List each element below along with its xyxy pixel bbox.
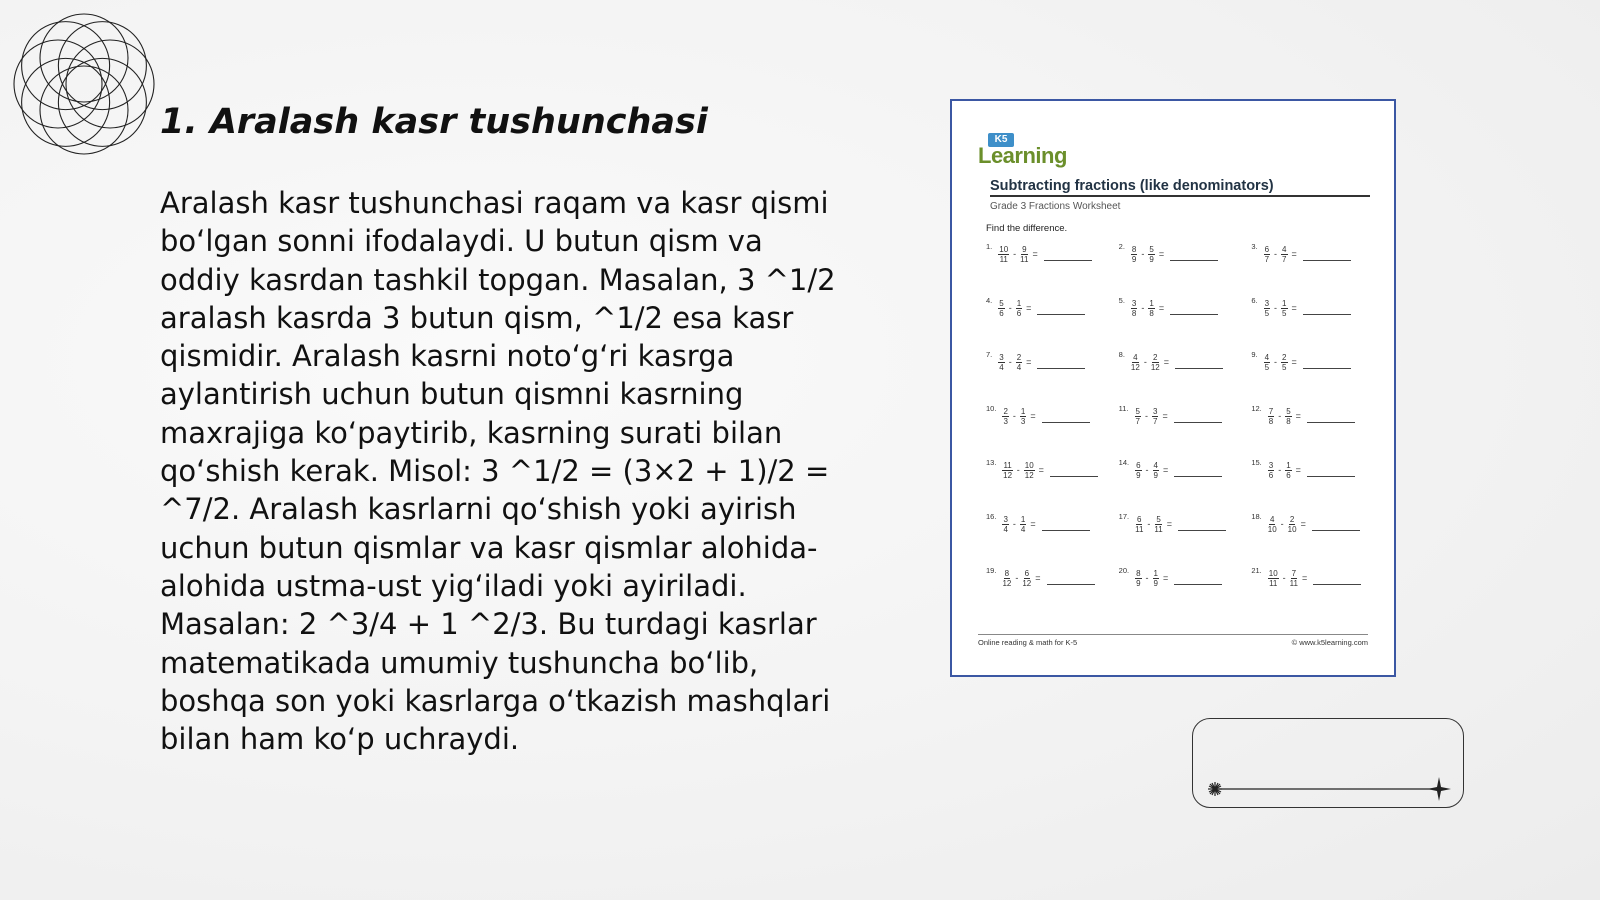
numerator: 4 — [1282, 244, 1287, 254]
body-paragraph: Aralash kasr tushunchasi raqam va kasr qismi bo‘lgan sonni ifodalaydi. U butun qism va oddiy kasrdan tashkil topgan. Masalan, 3 ^1/2 aralash kasrda 3 butun qism, ^1/2 esa kasr qismidir. Aralash kasrni noto‘g‘ri kasrga aylantirish uchun butun qismni kasrning maxrajiga ko‘paytirib, kasrning surati bilan qo‘shish kerak. Misol: 3 ^1/2 = (3×2 + 1)/2 = ^7/2. Aralash kasrlarni qo‘shish yoki ayirish uchun butun qismlar va kasr qismlar alohida-alohida ustma-ust yig‘iladi yoki ayiriladi. Masalan: 2 ^3/4 + 1 ^2/3. Bu turdagi kasrlar matematikada umumiy tushuncha bo‘lib, boshqa son yoki kasrlarga o‘tkazish mashqlari bilan ham ko‘p uchraydi. — [160, 186, 836, 757]
denominator: 11 — [1020, 254, 1029, 264]
fraction — [1285, 461, 1291, 480]
numerator: 3 — [1264, 298, 1270, 308]
numerator: 5 — [999, 298, 1004, 308]
worksheet-problem — [1119, 563, 1244, 593]
fraction — [1153, 461, 1159, 480]
answer-blank — [1174, 572, 1222, 585]
fraction — [1264, 353, 1270, 372]
equals-sign: = — [1166, 519, 1172, 529]
fraction — [1148, 245, 1154, 264]
problem-grid — [986, 239, 1376, 617]
equals-sign: = — [1035, 573, 1041, 583]
fraction — [1152, 407, 1158, 426]
answer-blank — [1178, 518, 1226, 531]
denominator: 7 — [1282, 254, 1287, 264]
problem-number: 19. — [986, 566, 997, 575]
k5-learning-logo — [978, 133, 1068, 173]
fraction — [1154, 515, 1162, 534]
denominator: 12 — [1003, 470, 1013, 480]
equals-sign: = — [1158, 249, 1165, 259]
fraction — [998, 299, 1004, 318]
worksheet-problem — [1119, 455, 1244, 485]
numerator: 8 — [1004, 568, 1010, 578]
worksheet-problem — [986, 239, 1111, 269]
problem-number: 20. — [1118, 566, 1130, 575]
logo-badge: K5 — [988, 133, 1014, 147]
worksheet-problem — [1119, 347, 1244, 377]
denominator: 4 — [1003, 524, 1008, 534]
fraction — [1151, 353, 1160, 372]
answer-blank — [1170, 302, 1218, 315]
worksheet-problem — [986, 401, 1111, 431]
denominator: 9 — [1131, 254, 1137, 264]
minus-sign: - — [1282, 573, 1286, 583]
problem-number: 12. — [1251, 404, 1262, 413]
worksheet-problem — [1251, 509, 1376, 539]
denominator: 11 — [1269, 578, 1278, 588]
equals-sign: = — [1032, 249, 1038, 259]
fraction — [1264, 299, 1270, 318]
numerator: 3 — [1003, 514, 1008, 524]
numerator: 6 — [1024, 568, 1030, 578]
answer-blank — [1307, 410, 1355, 423]
numerator: 1 — [1286, 460, 1291, 470]
minus-sign: - — [1278, 411, 1282, 421]
worksheet-instruction: Find the difference. — [986, 223, 1068, 234]
equals-sign: = — [1030, 519, 1036, 529]
answer-blank — [1174, 464, 1222, 477]
minus-sign: - — [1008, 303, 1012, 313]
numerator: 5 — [1286, 406, 1291, 416]
numerator: 5 — [1149, 244, 1154, 254]
answer-blank — [1303, 356, 1351, 369]
denominator: 5 — [1264, 362, 1270, 372]
minus-sign: - — [1274, 357, 1278, 367]
minus-sign: - — [1145, 573, 1149, 583]
decorative-rings-icon — [10, 10, 158, 158]
worksheet-problem — [1251, 401, 1376, 431]
numerator: 5 — [1156, 514, 1161, 524]
numerator: 10 — [1024, 460, 1034, 470]
fraction — [1285, 407, 1291, 426]
problem-number: 8. — [1118, 350, 1125, 359]
worksheet-problem — [1119, 239, 1244, 269]
worksheet-problem — [1119, 293, 1244, 323]
worksheet-problem — [1251, 239, 1376, 269]
numerator: 1 — [1020, 406, 1026, 416]
equals-sign: = — [1026, 357, 1032, 367]
minus-sign: - — [1141, 303, 1145, 313]
answer-blank — [1044, 248, 1092, 261]
equals-sign: = — [1162, 411, 1168, 421]
denominator: 3 — [1003, 416, 1008, 426]
problem-number: 17. — [1118, 512, 1130, 521]
answer-blank — [1037, 302, 1085, 315]
fraction — [1264, 245, 1270, 264]
denominator: 6 — [1016, 308, 1022, 318]
fraction — [1020, 245, 1028, 264]
fraction — [1268, 461, 1274, 480]
numerator: 8 — [1131, 244, 1137, 254]
fraction — [1148, 299, 1154, 318]
minus-sign: - — [1012, 411, 1016, 421]
denominator: 4 — [1020, 524, 1026, 534]
numerator: 6 — [1264, 244, 1270, 254]
worksheet-image — [950, 99, 1396, 677]
problem-number: 5. — [1118, 296, 1125, 305]
fraction — [1135, 461, 1141, 480]
minus-sign: - — [1145, 465, 1149, 475]
answer-blank — [1313, 572, 1361, 585]
problem-number: 16. — [986, 512, 997, 521]
starburst-icon — [1208, 782, 1222, 796]
numerator: 3 — [1152, 406, 1158, 416]
fraction — [1268, 407, 1274, 426]
denominator: 11 — [1154, 524, 1163, 534]
equals-sign: = — [1163, 573, 1169, 583]
numerator: 2 — [1016, 352, 1022, 362]
problem-number: 11. — [1118, 404, 1129, 413]
numerator: 1 — [1149, 298, 1154, 308]
fraction — [1268, 569, 1279, 588]
fraction — [1002, 461, 1012, 480]
denominator: 4 — [999, 362, 1004, 372]
answer-blank — [1170, 248, 1218, 261]
fraction — [1002, 515, 1008, 534]
problem-number: 15. — [1251, 458, 1262, 467]
fraction — [1281, 245, 1287, 264]
fraction — [1135, 569, 1141, 588]
fraction — [1135, 515, 1143, 534]
worksheet-problem — [986, 563, 1111, 593]
fraction — [998, 245, 1009, 264]
fraction — [1131, 353, 1140, 372]
denominator: 11 — [999, 254, 1008, 264]
worksheet-problem — [986, 293, 1111, 323]
denominator: 11 — [1289, 578, 1298, 588]
numerator: 3 — [999, 352, 1004, 362]
problem-number: 3. — [1251, 242, 1258, 251]
numerator: 2 — [1003, 406, 1008, 416]
denominator: 6 — [1286, 470, 1291, 480]
denominator: 12 — [1150, 362, 1160, 372]
minus-sign: - — [1278, 465, 1282, 475]
worksheet-problem — [986, 347, 1111, 377]
numerator: 1 — [1020, 514, 1026, 524]
problem-number: 6. — [1251, 296, 1258, 305]
sparkle-icon — [1427, 777, 1451, 801]
problem-number: 18. — [1251, 512, 1262, 521]
answer-blank — [1307, 464, 1355, 477]
denominator: 8 — [1149, 308, 1154, 318]
numerator: 9 — [1022, 244, 1027, 254]
fraction — [1002, 569, 1011, 588]
numerator: 8 — [1136, 568, 1141, 578]
denominator: 7 — [1135, 416, 1140, 426]
equals-sign: = — [1038, 465, 1044, 475]
problem-number: 14. — [1118, 458, 1130, 467]
numerator: 10 — [999, 244, 1009, 254]
answer-blank — [1174, 410, 1222, 423]
fraction — [1288, 515, 1297, 534]
problem-number: 7. — [986, 350, 993, 359]
answer-blank — [1175, 356, 1223, 369]
answer-blank — [1050, 464, 1098, 477]
denominator: 11 — [1135, 524, 1144, 534]
numerator: 7 — [1291, 568, 1297, 578]
denominator: 9 — [1136, 578, 1141, 588]
numerator: 2 — [1289, 514, 1295, 524]
problem-number: 2. — [1118, 242, 1125, 251]
fraction — [1290, 569, 1298, 588]
denominator: 3 — [1020, 416, 1026, 426]
logo-text: Learning — [978, 143, 1067, 168]
numerator: 3 — [1131, 298, 1137, 308]
denominator: 12 — [1022, 578, 1032, 588]
minus-sign: - — [1015, 573, 1019, 583]
equals-sign: = — [1158, 303, 1165, 313]
fraction — [1153, 569, 1159, 588]
numerator: 4 — [1269, 514, 1275, 524]
answer-blank — [1047, 572, 1095, 585]
footer-right: © www.k5learning.com — [1291, 638, 1368, 647]
worksheet-problem — [1251, 347, 1376, 377]
equals-sign: = — [1291, 249, 1297, 259]
equals-sign: = — [1291, 303, 1297, 313]
denominator: 6 — [999, 308, 1004, 318]
denominator: 8 — [1131, 308, 1137, 318]
worksheet-footer — [978, 634, 1368, 647]
answer-blank — [1042, 518, 1090, 531]
problem-number: 1. — [986, 242, 993, 251]
fraction — [1131, 245, 1137, 264]
fraction — [1268, 515, 1277, 534]
numerator: 5 — [1135, 406, 1140, 416]
fraction — [1020, 515, 1026, 534]
minus-sign: - — [1147, 519, 1151, 529]
slide-title: 1. Aralash kasr tushunchasi — [160, 102, 708, 142]
numerator: 1 — [1153, 568, 1158, 578]
worksheet-subtitle: Grade 3 Fractions Worksheet — [990, 201, 1121, 212]
equals-sign: = — [1163, 465, 1169, 475]
minus-sign: - — [1013, 249, 1017, 259]
equals-sign: = — [1291, 357, 1297, 367]
fraction — [1024, 461, 1035, 480]
minus-sign: - — [1280, 519, 1284, 529]
denominator: 7 — [1152, 416, 1158, 426]
equals-sign: = — [1301, 573, 1308, 583]
numerator: 4 — [1264, 352, 1270, 362]
minus-sign: - — [1141, 249, 1145, 259]
denominator: 9 — [1153, 470, 1158, 480]
denominator: 6 — [1268, 470, 1274, 480]
denominator: 12 — [1130, 362, 1140, 372]
fraction — [1281, 353, 1287, 372]
denominator: 10 — [1267, 524, 1277, 534]
problem-number: 4. — [986, 296, 993, 305]
numerator: 11 — [1003, 460, 1012, 470]
worksheet-problem — [1119, 401, 1244, 431]
worksheet-problem — [1119, 509, 1244, 539]
numerator: 2 — [1282, 352, 1287, 362]
answer-blank — [1303, 302, 1351, 315]
fraction — [1016, 299, 1022, 318]
equals-sign: = — [1295, 465, 1301, 475]
minus-sign: - — [1274, 303, 1278, 313]
numerator: 1 — [1282, 298, 1287, 308]
answer-blank — [1037, 356, 1085, 369]
fraction — [1002, 407, 1008, 426]
minus-sign: - — [1144, 411, 1148, 421]
answer-blank — [1312, 518, 1360, 531]
denominator: 12 — [1002, 578, 1012, 588]
answer-blank — [1303, 248, 1351, 261]
problem-number: 10. — [986, 404, 997, 413]
denominator: 8 — [1286, 416, 1291, 426]
numerator: 2 — [1153, 352, 1158, 362]
numerator: 10 — [1268, 568, 1278, 578]
denominator: 7 — [1264, 254, 1270, 264]
denominator: 5 — [1264, 308, 1270, 318]
numerator: 4 — [1153, 460, 1158, 470]
fraction — [1022, 569, 1031, 588]
decorative-line — [1193, 719, 1465, 809]
fraction — [1281, 299, 1287, 318]
numerator: 4 — [1133, 352, 1138, 362]
worksheet-problem — [1251, 293, 1376, 323]
minus-sign: - — [1008, 357, 1012, 367]
equals-sign: = — [1026, 303, 1032, 313]
numerator: 6 — [1137, 514, 1142, 524]
equals-sign: = — [1163, 357, 1169, 367]
worksheet-title: Subtracting fractions (like denominators) — [990, 178, 1370, 197]
minus-sign: - — [1012, 519, 1016, 529]
denominator: 10 — [1287, 524, 1297, 534]
minus-sign: - — [1143, 357, 1147, 367]
fraction — [1020, 407, 1026, 426]
worksheet-problem — [1251, 563, 1376, 593]
equals-sign: = — [1030, 411, 1036, 421]
denominator: 9 — [1149, 254, 1154, 264]
fraction — [998, 353, 1004, 372]
worksheet-problem — [1251, 455, 1376, 485]
numerator: 1 — [1016, 298, 1022, 308]
equals-sign: = — [1300, 519, 1306, 529]
problem-number: 9. — [1251, 350, 1258, 359]
minus-sign: - — [1016, 465, 1020, 475]
fraction — [1131, 299, 1137, 318]
fraction — [1016, 353, 1022, 372]
numerator: 6 — [1136, 460, 1141, 470]
worksheet-problem — [986, 509, 1111, 539]
decorative-box — [1192, 718, 1464, 808]
equals-sign: = — [1295, 411, 1301, 421]
denominator: 8 — [1268, 416, 1274, 426]
problem-number: 21. — [1251, 566, 1262, 575]
answer-blank — [1042, 410, 1090, 423]
minus-sign: - — [1274, 249, 1278, 259]
denominator: 5 — [1282, 362, 1287, 372]
denominator: 9 — [1153, 578, 1158, 588]
denominator: 5 — [1282, 308, 1287, 318]
numerator: 7 — [1268, 406, 1274, 416]
denominator: 4 — [1016, 362, 1022, 372]
footer-left: Online reading & math for K-5 — [978, 638, 1078, 647]
denominator: 9 — [1136, 470, 1141, 480]
denominator: 12 — [1024, 470, 1034, 480]
worksheet-problem — [986, 455, 1111, 485]
problem-number: 13. — [986, 458, 997, 467]
numerator: 3 — [1268, 460, 1274, 470]
fraction — [1135, 407, 1141, 426]
